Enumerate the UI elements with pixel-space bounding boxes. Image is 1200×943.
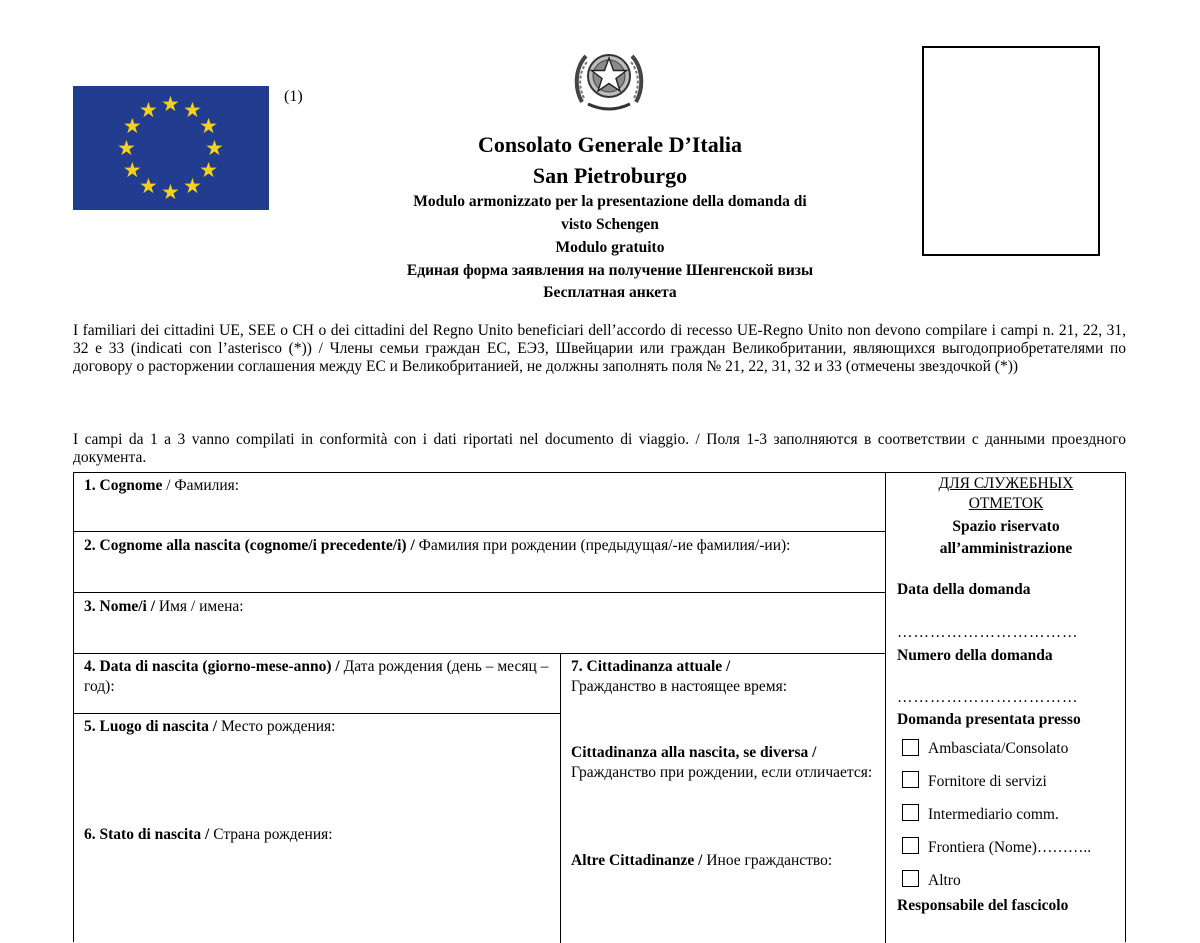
checkbox-service-provider-label: Fornitore di servizi [928,773,1047,790]
field-nationality-at-birth-label-it: Cittadinanza alla nascita, se diversa / [571,744,817,761]
application-form [73,472,1126,942]
submitted-at-label: Domanda presentata presso [897,711,1081,728]
eu-star-icon: ★ [183,174,202,199]
checkbox-other-label: Altro [928,872,961,889]
free-form-it: Modulo gratuito [555,239,665,256]
field-surname-at-birth[interactable] [84,536,864,556]
form-title-ru: Единая форма заявления на получение Шенгенской визы [406,262,814,279]
reserved-space-2: all’amministrazione [939,540,1073,557]
field-surname-at-birth-label-ru: Фамилия при рождении (предыдущая/-ие фамилия/-ии): [414,537,791,554]
field-surname-label-it: 1. Cognome [84,477,163,494]
field-current-nationality-label-ru: Гражданство в настоящее время: [571,678,788,695]
field-place-of-birth-label-it: 5. Luogo di nascita / [84,718,218,735]
field-date-of-birth[interactable] [84,657,554,697]
field-country-of-birth-label-ru: Страна рождения: [209,826,333,843]
field-date-of-birth-label-it: 4. Data di nascita (giorno-mese-anno) / [84,658,340,675]
field-nationality-at-birth-label-ru: Гражданство при рождении, если отличается: [571,764,873,781]
checkbox-embassy-label: Ambasciata/Consolato [928,740,1069,757]
field-first-names-label-it: 3. Nome/i / [84,598,156,615]
form-title-it-1: Modulo armonizzato per la presentazione della domanda di [413,193,807,210]
field-current-nationality-label-it: 7. Cittadinanza attuale / [571,658,731,675]
application-date-label: Data della domanda [897,581,1031,598]
family-members-note: I familiari dei cittadini UE, SEE o CH o dei cittadini del Regno Unito beneficiari dell’accordo di recesso UE-Regno Unito non devono compilare i campi n. 21, 22, 31, 32 e 33 (indicati con l’asterisco (*)) / Члены семьи граждан ЕС, ЕЭЗ, Швейцарии или граждан Великобритании, являющихся выгодоприобретателями по договору о расторжении соглашения между ЕС и Великобританией, не должны заполнять поля № 21, 22, 31, 32 и 33 (отмечены звездочкой (*)) [73,322,1126,375]
reserved-space-1: Spazio riservato [952,518,1060,535]
note-marker: (1) [284,88,303,105]
field-country-of-birth-label-it: 6. Stato di nascita / [84,826,210,843]
application-number-dots[interactable]: …………………………… [897,689,1079,706]
application-date-dots[interactable]: …………………………… [897,624,1079,641]
field-date-of-birth-label-ru: Дата рождения (день – месяц – год): [84,658,549,695]
eu-star-icon: ★ [161,180,180,204]
field-place-of-birth-label-ru: Место рождения: [217,718,336,735]
checkbox-border[interactable] [902,837,919,854]
field-nationality-at-birth[interactable] [571,743,876,783]
eu-star-icon: ★ [122,158,142,182]
field-current-nationality[interactable] [571,657,876,697]
office-use-title-1: ДЛЯ СЛУЖЕБНЫХ [938,475,1074,492]
field-first-names[interactable] [84,597,874,617]
field-surname-at-birth-label-it: 2. Cognome alla nascita (cognome/i precedente/i) / [84,537,415,554]
checkbox-intermediary[interactable] [902,804,919,821]
italian-emblem-icon [572,40,646,114]
field-other-nationalities-label-it: Altre Cittadinanze / [571,852,703,869]
eu-star-icon: ★ [122,114,142,138]
consulate-city: San Pietroburgo [532,163,688,188]
field-other-nationalities-label-ru: Иное гражданство: [702,852,833,869]
eu-star-icon: ★ [139,97,158,122]
eu-star-icon: ★ [117,136,136,160]
eu-star-icon: ★ [199,114,218,138]
application-number-label: Numero della domanda [897,647,1053,664]
eu-flag-icon [73,86,269,210]
eu-star-icon: ★ [161,92,180,116]
checkbox-embassy[interactable] [902,739,919,756]
free-form-ru: Бесплатная анкета [543,284,677,301]
photo-box [922,46,1100,256]
office-use-title-2: ОТМЕТОК [968,495,1044,512]
eu-star-icon: ★ [139,174,158,199]
field-place-of-birth[interactable] [84,717,554,737]
checkbox-other[interactable] [902,870,919,887]
eu-star-icon: ★ [183,97,202,122]
checkbox-border-label: Frontiera (Nome)……….. [928,839,1092,856]
field-other-nationalities[interactable] [571,851,876,871]
field-first-names-label-ru: Имя / имена: [155,598,244,615]
consulate-name: Consolato Generale D’Italia [478,132,742,157]
field-country-of-birth[interactable] [84,825,554,845]
checkbox-intermediary-label: Intermediario comm. [928,806,1059,823]
field-surname-label-ru: / Фамилия: [162,477,240,494]
fields-1-3-note: I campi da 1 a 3 vanno compilati in conformità con i dati riportati nel documento di viaggio. / Поля 1-3 заполняются в соответствии с данными проездного документа. [73,431,1126,466]
form-title-it-2: visto Schengen [561,216,659,233]
field-surname[interactable] [84,476,874,496]
eu-star-icon: ★ [199,158,218,182]
eu-star-icon: ★ [205,136,224,160]
file-responsible-label: Responsabile del fascicolo [897,897,1069,914]
checkbox-service-provider[interactable] [902,771,919,788]
